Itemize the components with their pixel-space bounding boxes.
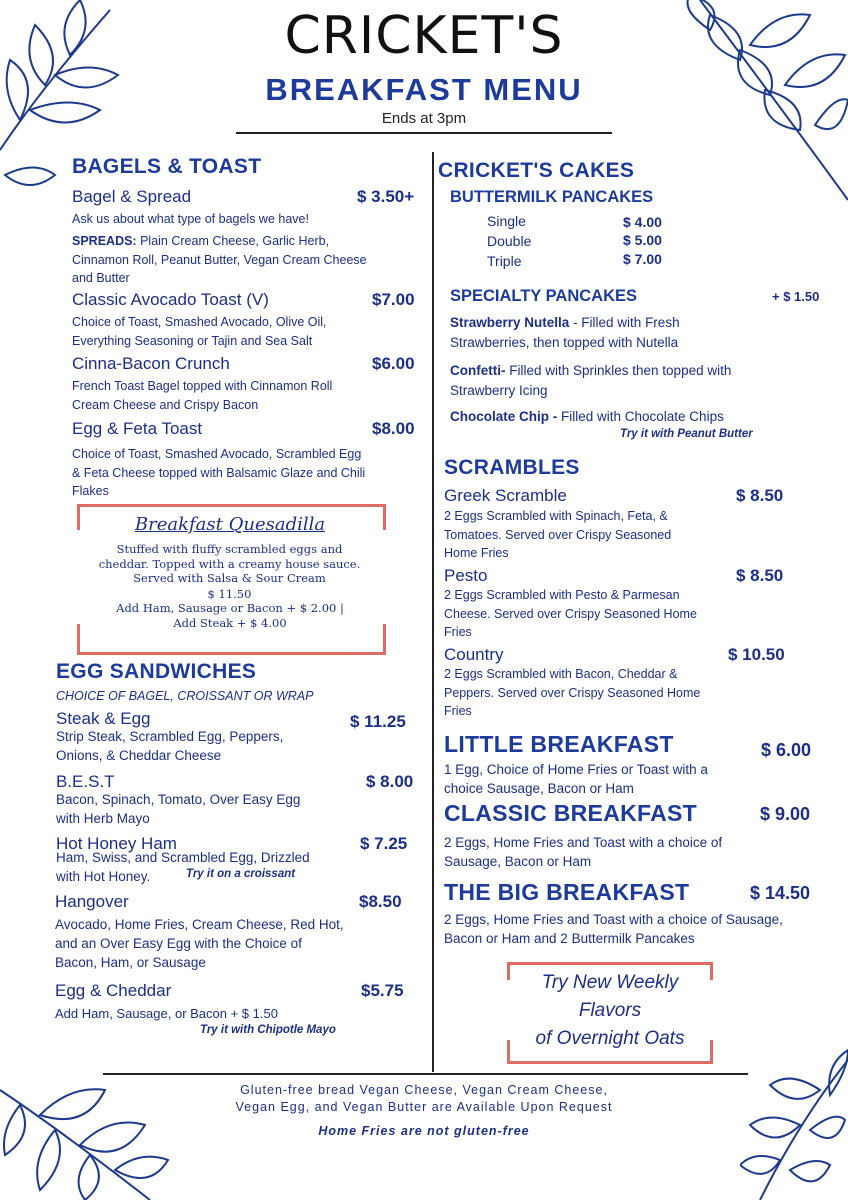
footer-line-3: Home Fries are not gluten-free <box>318 1124 530 1138</box>
specialty-item <box>450 361 750 401</box>
item-name: Pesto <box>444 566 488 585</box>
specialty-item <box>450 407 780 427</box>
item-price: $ 8.50 <box>736 486 784 505</box>
specialty-item-desc: Filled with Sprinkles then topped with Strawberry Icing <box>450 363 732 398</box>
item-note: Try it on a croissant <box>186 868 296 880</box>
frame-gap-right <box>374 530 388 624</box>
item-price: $ 8.50 <box>736 566 784 585</box>
item-description: 2 Eggs, Home Fries and Toast with a choice of Sausage, Bacon or Ham <box>444 835 723 869</box>
footer-line-2: Vegan Egg, and Vegan Butter are Available Upon Request <box>235 1100 613 1114</box>
size-label: Double <box>487 233 532 249</box>
item-note: Try it with Chipotle Mayo <box>200 1024 336 1036</box>
item-price: $ 8.00 <box>366 772 414 791</box>
section-heading-scrambles: SCRAMBLES <box>444 456 580 479</box>
item-name: Classic Avocado Toast (V) <box>72 290 269 309</box>
item-description: French Toast Bagel topped with Cinnamon Roll Cream Cheese and Crispy Bacon <box>72 379 333 412</box>
frame-gap-left <box>70 530 84 624</box>
page-subtitle: Ends at 3pm <box>381 110 467 127</box>
item-description: 1 Egg, Choice of Home Fries or Toast with a choice Sausage, Bacon or Ham <box>444 762 708 796</box>
specialty-note: Try it with Peanut Butter <box>620 428 753 440</box>
item-description: Add Ham, Sausage, or Bacon + $ 1.50 <box>55 1006 278 1021</box>
quesadilla-addons: Add Ham, Sausage or Bacon + $ 2.00 | Add Steak + $ 4.00 <box>116 601 344 630</box>
item-name: Greek Scramble <box>444 486 567 505</box>
page-title: BREAKFAST MENU <box>265 72 583 107</box>
brand-logo: CRICKET'S <box>284 6 564 66</box>
item-description: 2 Eggs Scrambled with Pesto & Parmesan Cheese. Served over Crispy Seasoned Home Fries <box>444 588 697 639</box>
buttermilk-pancakes-heading: BUTTERMILK PANCAKES <box>450 188 654 206</box>
section-heading-bagels: BAGELS & TOAST <box>72 155 262 178</box>
section-heading-cakes: CRICKET'S CAKES <box>438 159 635 182</box>
spreads-label: SPREADS: <box>72 234 137 248</box>
section-heading-sandwiches: EGG SANDWICHES <box>56 660 257 683</box>
item-name: Hot Honey Ham <box>56 834 177 853</box>
item-price: $ 9.00 <box>760 804 811 824</box>
item-name: Steak & Egg <box>56 709 151 728</box>
item-price: $ 7.25 <box>360 834 408 853</box>
item-description: Choice of Toast, Smashed Avocado, Scrambled Egg & Feta Cheese topped with Balsamic Glaze and Chili Flakes <box>72 447 366 498</box>
quesadilla-title: Breakfast Quesadilla <box>134 514 326 535</box>
size-price: $ 5.00 <box>623 232 662 248</box>
item-price: $7.00 <box>372 290 415 309</box>
item-price: $ 11.25 <box>350 712 406 731</box>
item-price: $5.75 <box>361 981 404 1000</box>
size-label: Single <box>487 213 526 229</box>
item-description: Ask us about what type of bagels we have! <box>72 212 309 226</box>
quesadilla-description: Stuffed with fluffy scrambled eggs and cheddar. Topped with a creamy house sauce. Served with Salsa & Sour Cream <box>98 542 361 585</box>
specialty-item <box>450 313 740 353</box>
size-price: $ 4.00 <box>623 214 662 230</box>
item-description: Choice of Toast, Smashed Avocado, Olive Oil, Everything Seasoning or Tajin and Sea Salt <box>72 315 327 348</box>
oats-line-1: Try New Weekly <box>541 972 679 993</box>
oats-line-3: of Overnight Oats <box>535 1028 685 1049</box>
quesadilla-price: $ 11.50 <box>207 587 252 601</box>
item-price: $8.50 <box>359 892 402 911</box>
item-price: $8.00 <box>372 419 415 438</box>
leaf-decoration-bottom-right <box>740 1040 848 1200</box>
item-price: $ 3.50+ <box>357 187 415 206</box>
item-description: 2 Eggs Scrambled with Bacon, Cheddar & Peppers. Served over Crispy Seasoned Home Fries <box>444 667 701 718</box>
item-description: Avocado, Home Fries, Cream Cheese, Red Hot, and an Over Easy Egg with the Choice of Bacon, Ham, or Sausage <box>55 917 344 970</box>
item-description: Ham, Swiss, and Scrambled Egg, Drizzled with Hot Honey. <box>56 850 310 884</box>
item-price: $ 10.50 <box>728 645 785 664</box>
breakfast-heading: LITTLE BREAKFAST <box>444 731 674 757</box>
specialty-item-desc: - Filled with Fresh Strawberries, then topped with Nutella <box>450 315 680 350</box>
size-price: $ 7.00 <box>623 251 662 267</box>
spreads-text <box>72 232 372 288</box>
item-name: Egg & Cheddar <box>55 981 172 1000</box>
item-price: $ 14.50 <box>750 883 811 903</box>
specialty-item-name: Chocolate Chip - <box>450 409 558 424</box>
breakfast-heading: THE BIG BREAKFAST <box>444 879 690 905</box>
item-name: Country <box>444 645 504 664</box>
item-description: Strip Steak, Scrambled Egg, Peppers, Onions, & Cheddar Cheese <box>56 729 284 763</box>
item-description: 2 Eggs Scrambled with Spinach, Feta, & Tomatoes. Served over Crispy Seasoned Home Fries <box>444 509 672 560</box>
item-name: Cinna-Bacon Crunch <box>72 354 230 373</box>
item-name: B.E.S.T <box>56 772 115 791</box>
specialty-pancakes-price: + $ 1.50 <box>772 289 820 304</box>
item-name: Hangover <box>55 892 129 911</box>
header-divider <box>236 132 612 134</box>
item-name: Bagel & Spread <box>72 187 192 206</box>
oats-line-2: Flavors <box>578 1000 642 1021</box>
item-description: 2 Eggs, Home Fries and Toast with a choice of Sausage, Bacon or Ham and 2 Buttermilk Pancakes <box>444 912 783 946</box>
breakfast-heading: CLASSIC BREAKFAST <box>444 800 698 826</box>
specialty-item-name: Confetti- <box>450 363 506 378</box>
section-subheading: CHOICE OF BAGEL, CROISSANT OR WRAP <box>56 689 314 703</box>
item-price: $ 6.00 <box>761 740 812 760</box>
size-label: Triple <box>487 253 522 269</box>
item-name: Egg & Feta Toast <box>72 419 203 438</box>
item-price: $6.00 <box>372 354 415 373</box>
footer-line-1: Gluten-free bread Vegan Cheese, Vegan Cream Cheese, <box>240 1083 608 1097</box>
specialty-item-desc: Filled with Chocolate Chips <box>557 409 724 424</box>
item-description: Bacon, Spinach, Tomato, Over Easy Egg with Herb Mayo <box>56 792 301 826</box>
column-divider <box>432 152 434 1072</box>
specialty-pancakes-heading: SPECIALTY PANCAKES <box>450 287 638 305</box>
spreads-list: Plain Cream Cheese, Garlic Herb, Cinnamon Roll, Peanut Butter, Vegan Cream Cheese and Butter <box>72 234 367 285</box>
specialty-item-name: Strawberry Nutella <box>450 315 570 330</box>
footer-divider <box>103 1073 748 1075</box>
